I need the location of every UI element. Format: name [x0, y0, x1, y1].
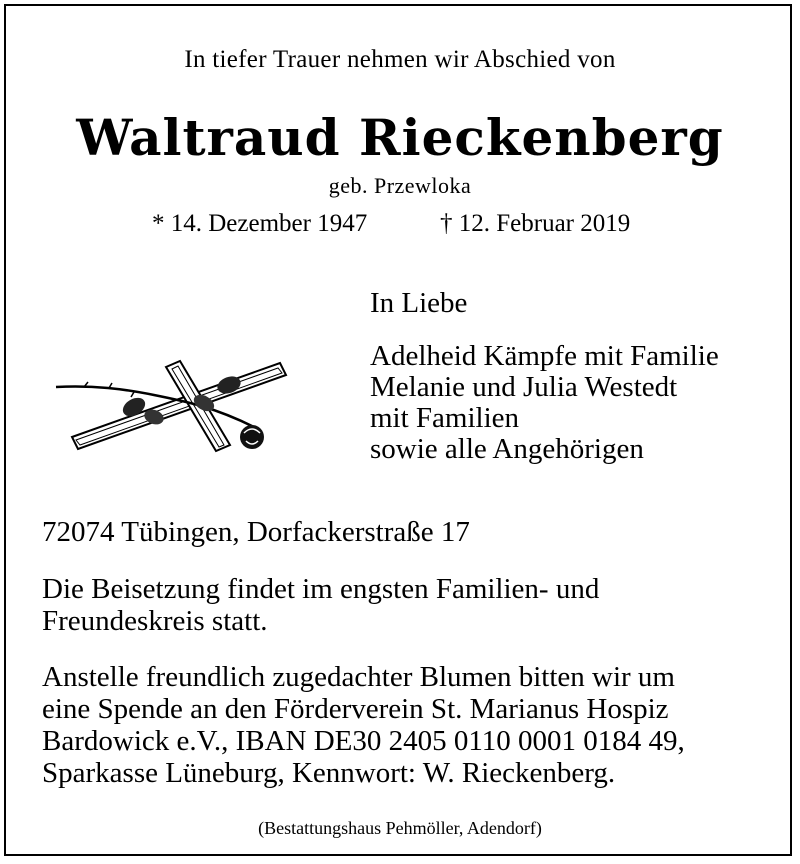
mourner-line: sowie alle Angehörigen: [370, 433, 644, 465]
burial-info: [42, 573, 599, 637]
death-date: † 12. Februar 2019: [440, 210, 631, 237]
donation-line: eine Spende an den Förderverein St. Marianus Hospiz: [42, 693, 669, 725]
intro-text: In tiefer Trauer nehmen wir Abschied von: [184, 46, 616, 73]
rose-icon: [240, 425, 264, 449]
donation-line: Bardowick e.V., IBAN DE30 2405 0110 0001 0184 49,: [42, 725, 685, 757]
cross-with-rose-illustration: [54, 345, 304, 465]
mourner-line: Adelheid Kämpfe mit Familie: [370, 340, 719, 372]
deceased-name: Waltraud Rieckenberg: [76, 108, 724, 167]
burial-line: Die Beisetzung findet im engsten Familien- und: [42, 573, 600, 605]
address: 72074 Tübingen, Dorfackerstraße 17: [42, 516, 470, 548]
maiden-name: geb. Przewloka: [328, 173, 472, 198]
mourners-list: [370, 288, 719, 465]
mourner-line: Melanie und Julia Westedt: [370, 371, 678, 403]
burial-line: Freundeskreis statt.: [42, 605, 268, 637]
donation-line: Sparkasse Lüneburg, Kennwort: W. Rieckenberg.: [42, 757, 616, 789]
funeral-home: (Bestattungshaus Pehmöller, Adendorf): [258, 818, 542, 838]
donation-info: [42, 661, 685, 789]
birth-date: * 14. Dezember 1947: [152, 210, 368, 237]
mourner-line: mit Familien: [370, 402, 520, 434]
mourners-heading: In Liebe: [370, 287, 468, 319]
donation-line: Anstelle freundlich zugedachter Blumen bitten wir um: [42, 661, 675, 693]
